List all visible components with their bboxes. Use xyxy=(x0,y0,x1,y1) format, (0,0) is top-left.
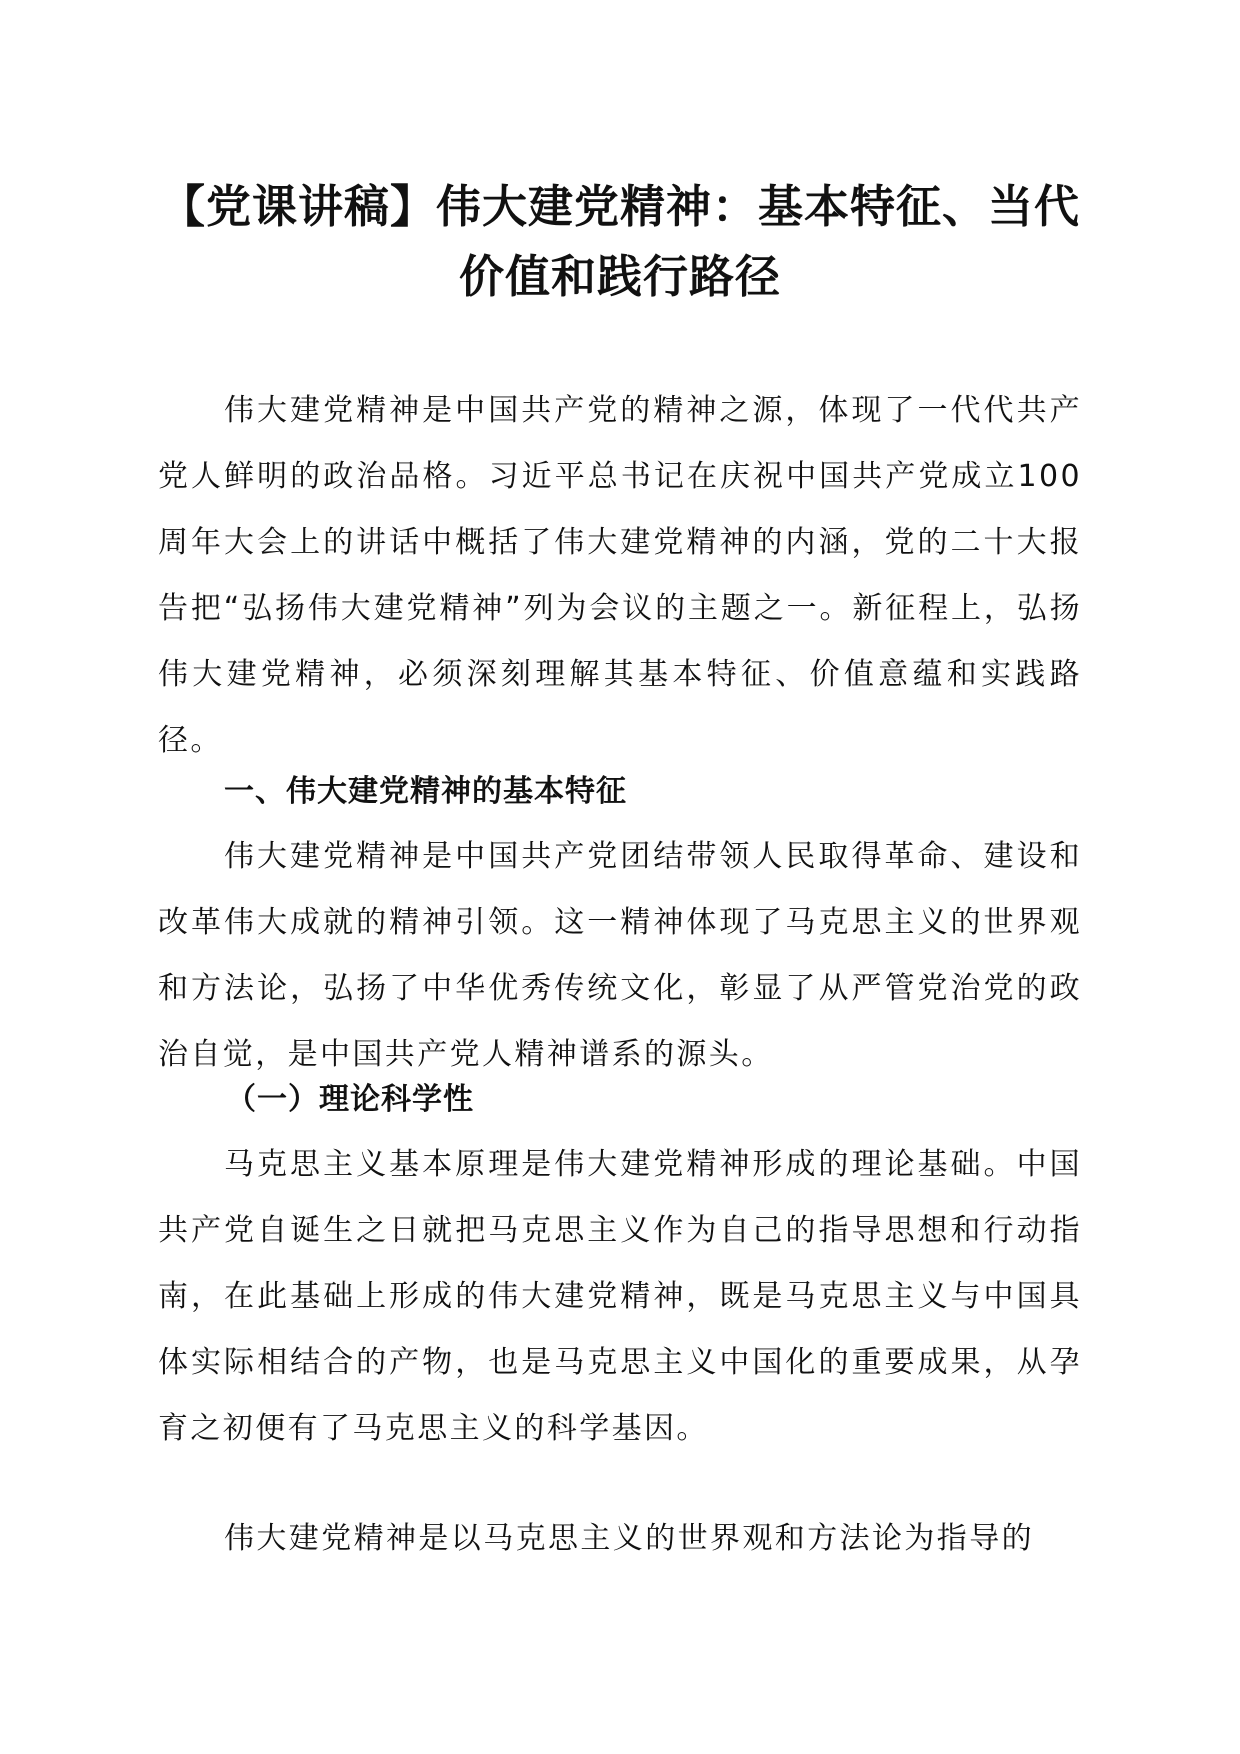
document-title-line-1: 【党课讲稿】伟大建党精神：基本特征、当代 xyxy=(159,180,1080,233)
section-1-paragraph: 伟大建党精神是中国共产党团结带领人民取得革命、建设和改革伟大成就的精神引领。这一精神体现了马克思主义的世界观和方法论，弘扬了中华优秀传统文化，彰显了从严管党治党的政治自觉，是中国共产党人精神谱系的源头。 xyxy=(158,839,1082,1072)
subsection-1-paragraph-1: 马克思主义基本原理是伟大建党精神形成的理论基础。中国共产党自诞生之日就把马克思主义作为自己的指导思想和行动指南，在此基础上形成的伟大建党精神，既是马克思主义与中国具体实际相结合的产物，也是马克思主义中国化的重要成果，从孕育之初便有了马克思主义的科学基因。 xyxy=(158,1147,1082,1446)
subsection-heading-1: （一）理论科学性 xyxy=(226,1082,474,1117)
document-title-line-2: 价值和践行路径 xyxy=(458,250,781,303)
intro-paragraph: 伟大建党精神是中国共产党的精神之源，体现了一代代共产党人鲜明的政治品格。习近平总书记在庆祝中国共产党成立100周年大会上的讲话中概括了伟大建党精神的内涵，党的二十大报告把“弘扬伟大建党精神”列为会议的主题之一。新征程上，弘扬伟大建党精神，必须深刻理解其基本特征、价值意蕴和实践路径。 xyxy=(158,393,1082,758)
section-heading-1: 一、伟大建党精神的基本特征 xyxy=(224,774,627,809)
subsection-1-paragraph-2: 伟大建党精神是以马克思主义的世界观和方法论为指导的 xyxy=(224,1521,1034,1556)
